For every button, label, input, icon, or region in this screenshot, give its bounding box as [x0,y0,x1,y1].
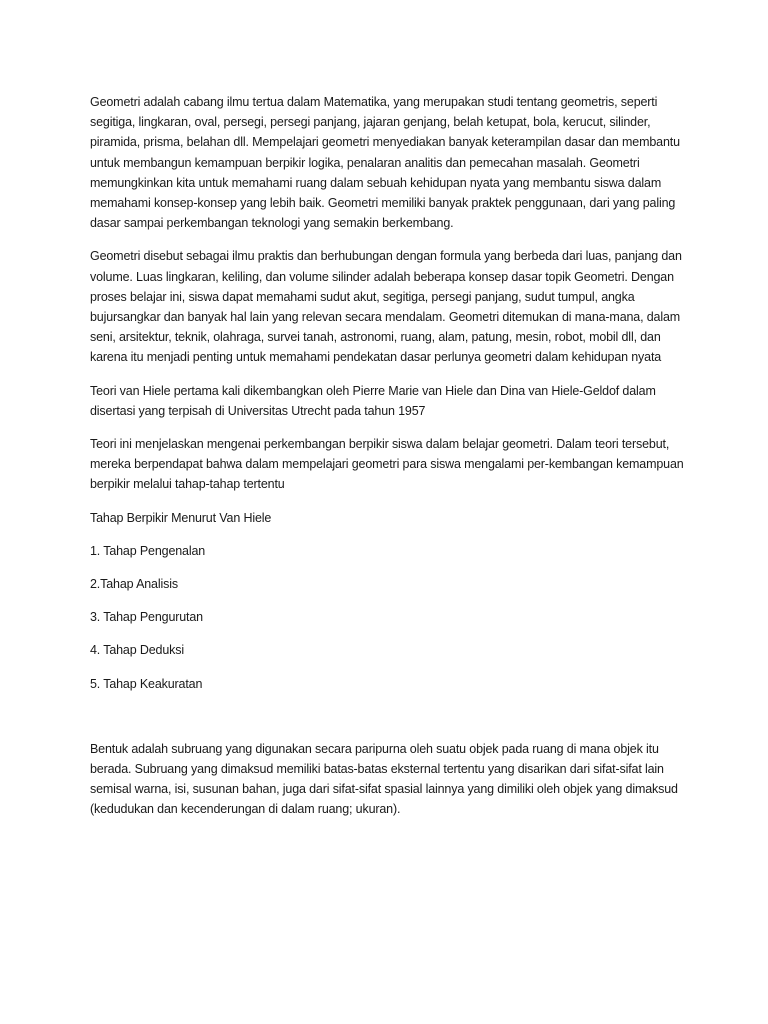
paragraph-van-hiele-history: Teori van Hiele pertama kali dikembangkan oleh Pierre Marie van Hiele dan Dina van Hiele-Geldof dalam disertasi yang terpisah di Universitas Utrecht pada tahun 1957 [90,383,656,418]
paragraph-bentuk: Bentuk adalah subruang yang digunakan secara paripurna oleh suatu objek pada ruang di mana objek itu berada. Subruang yang dimaksud memiliki batas-batas eksternal tertentu yang disarikan dari sifat-sifat lain semisal warna, isi, susunan bahan, juga dari sifat-sifat spasial lainnya yang dimiliki oleh objek yang dimaksud (kedudukan dan kecenderungan di dalam ruang; ukuran). [90,741,678,817]
list-item: 5. Tahap Keakuratan [90,676,203,691]
list-item: 2.Tahap Analisis [90,577,178,592]
list-item: 4. Tahap Deduksi [90,643,184,658]
stages-list [90,541,690,694]
paragraph-van-hiele-theory: Teori ini menjelaskan mengenai perkembangan berpikir siswa dalam belajar geometri. Dalam teori tersebut, mereka berpendapat bahwa dalam mempelajari geometri para siswa mengalami per-kembangan kemampuan berpikir melalui tahap-tahap tertentu [90,437,684,492]
paragraph-geometri-praktis: Geometri disebut sebagai ilmu praktis dan berhubungan dengan formula yang berbeda dari luas, panjang dan volume. Luas lingkaran, keliling, dan volume silinder adalah beberapa konsep dasar topik Geometri. Dengan proses belajar ini, siswa dapat memahami sudut akut, segitiga, persegi panjang, sudut tumpul, angka bujursangkar dan banyak hal lain yang relevan secara mendalam. Geometri ditemukan di mana-mana, dalam seni, arsitektur, teknik, olahraga, survei tanah, astronomi, ruang, alam, patung, mesin, robot, mobil dll, dan karena itu menjadi penting untuk memahami pendekatan dasar perlunya geometri dalam kehidupan nyata [90,249,682,365]
list-item: 3. Tahap Pengurutan [90,610,203,625]
paragraph-geometri-intro: Geometri adalah cabang ilmu tertua dalam Matematika, yang merupakan studi tentang geometris, seperti segitiga, lingkaran, oval, persegi, persegi panjang, jajaran genjang, belah ketupat, bola, kerucut, silinder, piramida, prisma, belahan dll. Mempelajari geometri menyediakan banyak keterampilan dasar dan membantu untuk membangun kemampuan berpikir logika, penalaran analitis dan pemecahan masalah. Geometri memungkinkan kita untuk memahami ruang dalam sebuah kehidupan nyata yang membantu siswa dalam memahami konsep-konsep yang lebih baik. Geometri memiliki banyak praktek penggunaan, dari yang paling dasar sampai perkembangan teknologi yang semakin berkembang. [90,95,680,231]
spacer [90,707,690,739]
list-heading: Tahap Berpikir Menurut Van Hiele [90,510,272,525]
list-item: 1. Tahap Pengenalan [90,543,206,558]
document-page [90,92,690,833]
